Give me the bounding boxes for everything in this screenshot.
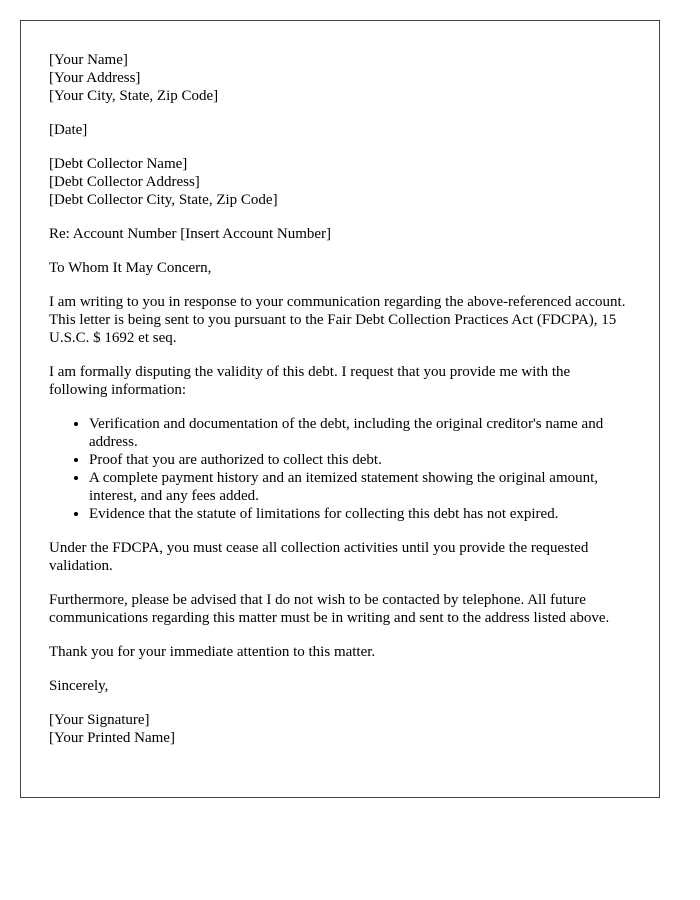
list-item: • Evidence that the statute of limitations for collecting this debt has not expired. — [89, 505, 631, 523]
sender-name: [Your Name] — [49, 52, 128, 68]
recipient-city-state-zip: [Debt Collector City, State, Zip Code] — [49, 192, 278, 208]
re-line: Re: Account Number [Insert Account Number] — [49, 226, 332, 242]
list-item: • Proof that you are authorized to collect this debt. — [89, 451, 631, 469]
printed-name-line: [Your Printed Name] — [49, 730, 175, 746]
letter-page — [20, 20, 660, 798]
date-line: [Date] — [49, 122, 88, 138]
salutation: To Whom It May Concern, — [49, 260, 212, 276]
closing: Sincerely, — [49, 678, 109, 694]
signature-line: [Your Signature] — [49, 712, 150, 728]
no-phone-paragraph: Furthermore, please be advised that I do not wish to be contacted by telephone. All future communications regarding this matter must be in writing and sent to the address listed above. — [49, 592, 610, 626]
signature-block — [49, 711, 631, 747]
intro-paragraph: I am writing to you in response to your communication regarding the above-referenced account. This letter is being sent to you pursuant to the Fair Debt Collection Practices Act (FDCPA), 15 U.S.C. $ 1692 et seq. — [49, 294, 626, 346]
recipient-address: [Debt Collector Address] — [49, 174, 200, 190]
sender-address-block — [49, 51, 631, 105]
recipient-address-block — [49, 155, 631, 209]
recipient-name: [Debt Collector Name] — [49, 156, 188, 172]
sender-city-state-zip: [Your City, State, Zip Code] — [49, 88, 219, 104]
dispute-paragraph: I am formally disputing the validity of this debt. I request that you provide me with the following information: — [49, 364, 571, 398]
thanks-paragraph: Thank you for your immediate attention to this matter. — [49, 644, 376, 660]
list-item: • A complete payment history and an itemized statement showing the original amount, interest, and any fees added. — [89, 469, 631, 505]
cease-paragraph: Under the FDCPA, you must cease all collection activities until you provide the requested validation. — [49, 540, 589, 574]
sender-address: [Your Address] — [49, 70, 141, 86]
requests-list — [49, 415, 631, 523]
list-item: • Verification and documentation of the debt, including the original creditor's name and address. — [89, 415, 631, 451]
